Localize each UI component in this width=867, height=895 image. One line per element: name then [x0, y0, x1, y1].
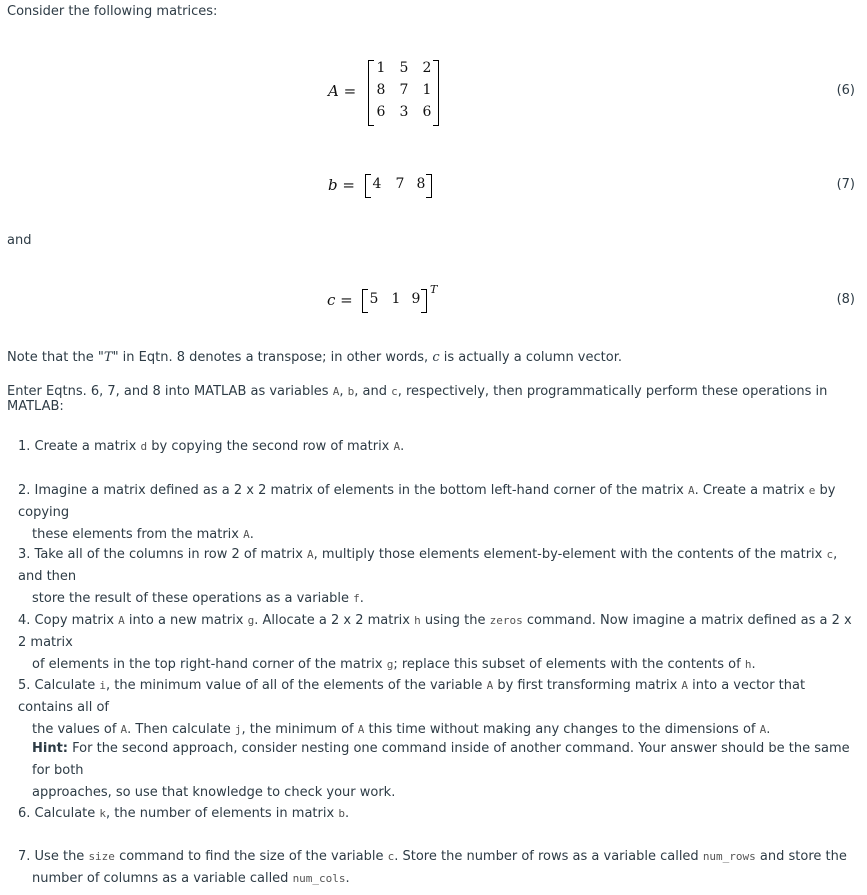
hint-paragraph — [32, 738, 860, 804]
code-size: size — [88, 850, 115, 863]
code-c: c — [387, 850, 395, 863]
item-text: by first transforming matrix — [493, 678, 682, 693]
enter-text: , and — [354, 384, 392, 399]
item-number: 6. — [18, 806, 35, 821]
item-text: command. Now imagine a matrix defined as a 2 x 2 matrix — [18, 613, 852, 650]
hint-text: approaches, so use that knowledge to check your work. — [32, 785, 396, 800]
eq7-label: b = — [328, 176, 355, 194]
item-text: , the number of elements in matrix — [106, 806, 339, 821]
item-text: ; replace this subset of elements with the contents of — [393, 657, 745, 672]
list-item-6 — [18, 803, 858, 825]
eq8-number: (8) — [836, 292, 855, 307]
matrix-cell: 3 — [399, 104, 409, 120]
item-text: . — [249, 527, 254, 542]
list-item-7 — [18, 846, 858, 890]
code-A: A — [243, 528, 250, 541]
item-text: . — [400, 439, 405, 454]
item-number: 4. — [18, 613, 35, 628]
vector-cell: 1 — [391, 291, 401, 307]
matrix-cell: 1 — [376, 60, 386, 76]
code-num-cols: num_cols — [292, 872, 346, 885]
code-A: A — [307, 548, 314, 561]
eq8-label: c = — [327, 291, 353, 309]
item-text: these elements from the matrix — [32, 527, 244, 542]
item-text: . Store the number of rows as a variable called — [394, 849, 703, 864]
item-number: 1. — [18, 439, 35, 454]
hint-label: Hint: — [32, 741, 69, 756]
item-text: . — [359, 591, 364, 606]
code-zeros: zeros — [489, 614, 523, 627]
list-item-3 — [18, 544, 858, 610]
item-text: and store the — [755, 849, 847, 864]
matrix-cell: 8 — [376, 82, 386, 98]
code-A: A — [681, 679, 689, 692]
item-number: 2. — [18, 483, 35, 498]
item-text: by copying the second row of matrix — [147, 439, 394, 454]
eq7-number: (7) — [836, 177, 855, 192]
matrix-cell: 5 — [399, 60, 409, 76]
code-c: c — [826, 548, 834, 561]
item-text: , the minimum value of all of the elements of the variable — [106, 678, 487, 693]
item-text: . Allocate a 2 x 2 matrix — [254, 613, 415, 628]
item-text: Calculate — [34, 806, 100, 821]
vector-cell: 9 — [411, 291, 421, 307]
vector-cell: 4 — [372, 176, 382, 192]
matrix-cell: 6 — [376, 104, 386, 120]
item-text: . — [345, 871, 350, 886]
code-g: g — [247, 614, 255, 627]
item-text: Create a matrix — [34, 439, 141, 454]
code-f: f — [353, 592, 360, 605]
code-A: A — [393, 440, 401, 453]
item-text: Copy matrix — [34, 613, 119, 628]
list-item-5 — [18, 675, 858, 741]
item-text: command to find the size of the variable — [114, 849, 388, 864]
item-text: of elements in the top right-hand corner of the matrix — [32, 657, 387, 672]
code-e: e — [808, 484, 816, 497]
matrix-cell: 6 — [422, 104, 432, 120]
eq6-label: A = — [328, 82, 357, 100]
enter-text: Enter Eqtns. 6, 7, and 8 into MATLAB as variables — [7, 384, 333, 399]
code-b: b — [347, 385, 355, 398]
enter-text: , respectively, then programmatically perform these operations in MATLAB: — [7, 384, 828, 414]
and-text: and — [7, 233, 32, 248]
item-text: Calculate — [34, 678, 100, 693]
code-d: d — [140, 440, 148, 453]
code-A: A — [118, 614, 125, 627]
code-i: i — [99, 679, 107, 692]
transpose-superscript: T — [430, 283, 438, 296]
vector-cell: 5 — [369, 291, 379, 307]
note-c: c — [432, 350, 440, 365]
item-text: . Create a matrix — [694, 483, 809, 498]
note-text: is actually a column vector. — [439, 350, 622, 365]
vector-cell: 8 — [416, 176, 426, 192]
item-text: into a new matrix — [124, 613, 248, 628]
matrix-cell: 1 — [422, 82, 432, 98]
item-text: . Then calculate — [127, 722, 235, 737]
note-text: Note that the " — [7, 350, 104, 365]
note-T: T — [103, 350, 113, 365]
item-text: , and then — [18, 547, 838, 584]
code-b: b — [338, 807, 345, 820]
code-A: A — [486, 679, 494, 692]
item-text: . — [766, 722, 771, 737]
code-g: g — [386, 658, 394, 671]
item-text: into a vector that contains all of — [18, 678, 806, 715]
eq6-number: (6) — [836, 83, 855, 98]
matrix-cell: 2 — [422, 60, 432, 76]
note-text: " in Eqtn. 8 denotes a transpose; in other words, — [112, 350, 433, 365]
item-text: Use the — [34, 849, 89, 864]
code-c: c — [391, 385, 398, 398]
item-text: store the result of these operations as a variable — [32, 591, 354, 606]
enter-paragraph — [7, 384, 867, 414]
code-A: A — [332, 385, 340, 398]
item-text: Imagine a matrix defined as a 2 x 2 matrix of elements in the bottom left-hand corner of the matrix — [34, 483, 688, 498]
note-paragraph — [7, 350, 622, 365]
code-num-rows: num_rows — [702, 850, 756, 863]
item-text: , the minimum of — [241, 722, 358, 737]
code-A: A — [687, 484, 695, 497]
item-text: . — [751, 657, 756, 672]
item-text: number of columns as a variable called — [32, 871, 293, 886]
matrix-cell: 7 — [399, 82, 409, 98]
code-h: h — [744, 658, 752, 671]
code-k: k — [99, 807, 107, 820]
item-text: , multiply those elements element-by-element with the contents of the matrix — [313, 547, 827, 562]
item-text: by copying — [18, 483, 836, 520]
item-number: 5. — [18, 678, 35, 693]
list-item-4 — [18, 610, 863, 676]
item-text: Take all of the columns in row 2 of matrix — [34, 547, 308, 562]
hint-text: For the second approach, consider nesting one command inside of another command. Your answer should be the same for both — [32, 741, 850, 778]
code-h: h — [414, 614, 421, 627]
item-number: 7. — [18, 849, 35, 864]
item-text: this time without making any changes to the dimensions of — [364, 722, 760, 737]
list-item-2 — [18, 480, 858, 546]
code-A: A — [357, 723, 365, 736]
enter-text: , — [339, 384, 348, 399]
item-text: . — [344, 806, 350, 821]
code-j: j — [234, 723, 242, 736]
vector-cell: 7 — [395, 176, 405, 192]
code-A: A — [759, 723, 767, 736]
item-text: using the — [420, 613, 490, 628]
list-item-1 — [18, 436, 858, 458]
item-text: the values of — [32, 722, 121, 737]
intro-text: Consider the following matrices: — [7, 4, 218, 19]
item-number: 3. — [18, 547, 35, 562]
code-A: A — [120, 723, 128, 736]
